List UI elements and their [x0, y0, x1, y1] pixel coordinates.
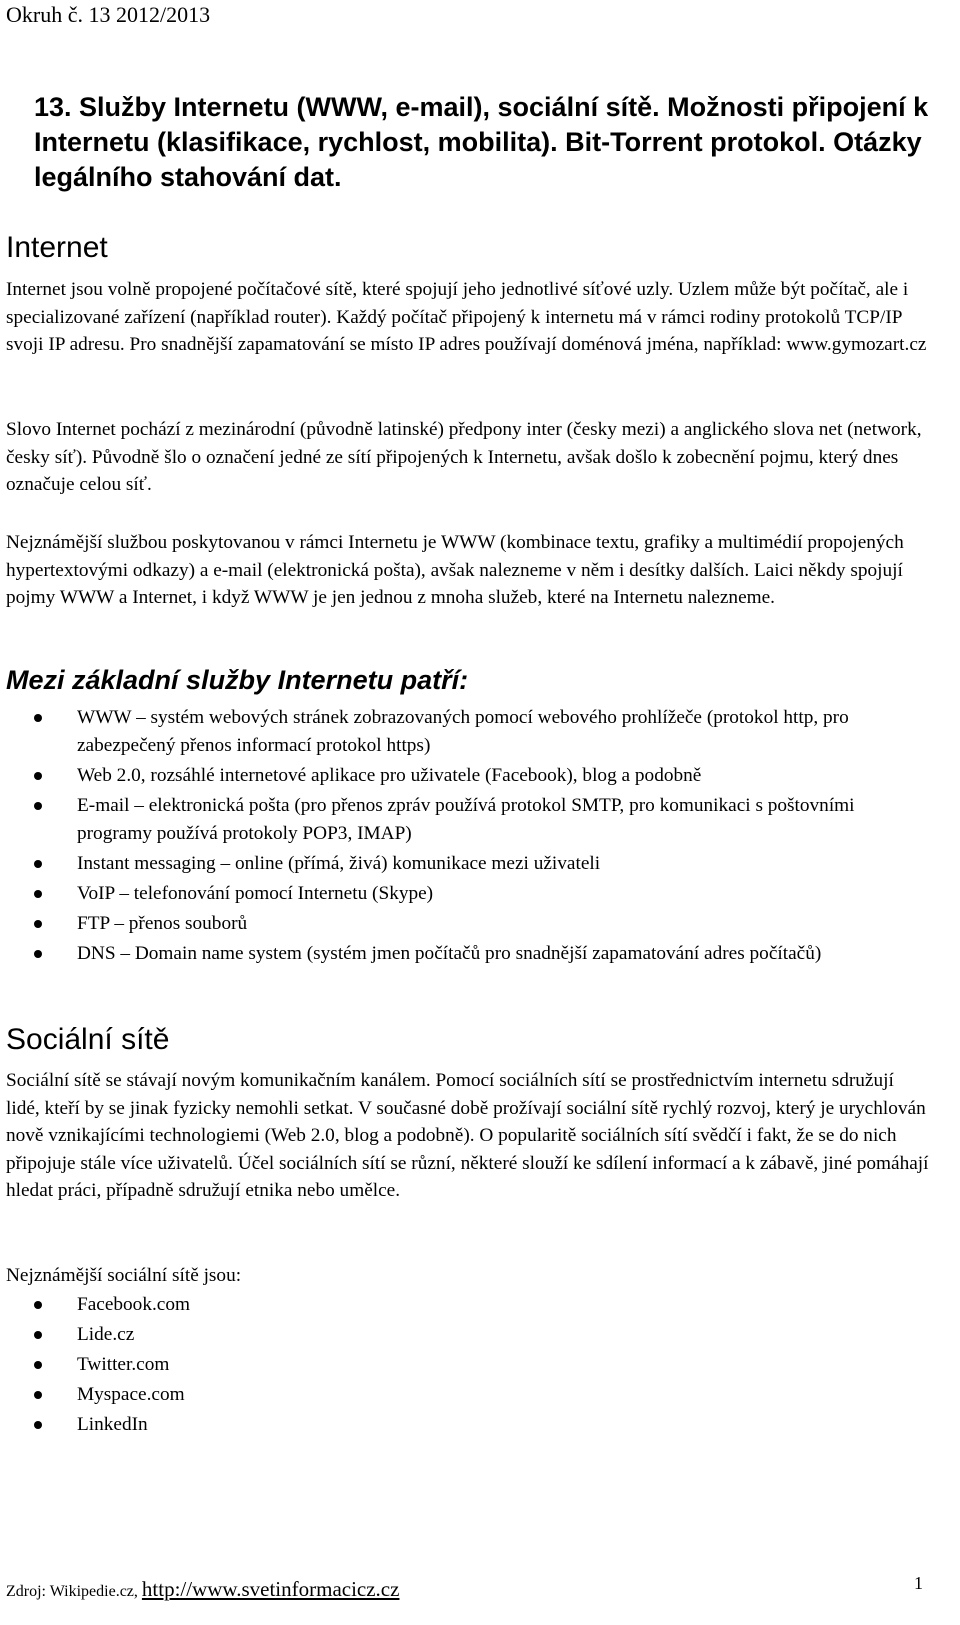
bullet-icon — [34, 1361, 42, 1369]
page-header: Okruh č. 13 2012/2013 — [6, 2, 211, 27]
bullet-icon — [34, 1391, 42, 1399]
bullet-icon — [34, 772, 42, 780]
source-link[interactable]: http://www.svetinformacicz.cz — [141, 1577, 400, 1601]
bullet-icon — [34, 714, 42, 722]
list-item — [0, 880, 930, 908]
bullet-icon — [34, 1301, 42, 1309]
list-item-text: Instant messaging – online (přímá, živá) komunikace mezi uživateli — [77, 853, 601, 874]
social-networks-list — [0, 1291, 930, 1441]
list-item — [0, 1291, 930, 1319]
list-item-text: E-mail – elektronická pošta (pro přenos zpráv používá protokol SMTP, pro komunikaci s poštovními programy používá protokoly POP3, IMAP) — [77, 795, 855, 844]
services-list — [0, 704, 930, 970]
section-heading-social: Sociální sítě — [6, 1023, 170, 1056]
list-item-text: DNS – Domain name system (systém jmen počítačů pro snadnější zapamatování adres počítačů) — [77, 943, 822, 964]
list-item — [0, 850, 930, 878]
list-item-text: WWW – systém webových stránek zobrazovaných pomocí webového prohlížeče (protokol http, pro zabezpečený přenos informací protokol https) — [77, 707, 849, 756]
bullet-icon — [34, 950, 42, 958]
paragraph-internet-services: Nejznámější službou poskytovanou v rámci Internetu je WWW (kombinace textu, grafiky a multimédií propojených hypertextovými odkazy) a e-mail (elektronická pošta), avšak nalezneme v něm i desítky dalších. Laici někdy spojují pojmy WWW a Internet, i když WWW je jen jednou z mnoha služeb, které na Internetu nalezneme. — [6, 532, 904, 608]
page-number: 1 — [914, 1573, 923, 1593]
list-item — [0, 704, 930, 760]
list-item — [0, 910, 930, 938]
list-item-text: VoIP – telefonování pomocí Internetu (Skype) — [77, 883, 434, 904]
paragraph-internet-definition: Internet jsou volně propojené počítačové sítě, které spojují jeho jednotlivé síťové uzly. Uzlem může být počítač, ale i specializované zařízení (například router). Každý počítač připojený k internetu má v rámci rodiny protokolů TCP/IP svoji IP adresu. Pro snadnější zapamatování se místo IP adres používají doménová jména, například: www.gymozart.cz — [6, 279, 927, 355]
source-label: Zdroj: Wikipedie.cz, — [6, 1583, 138, 1600]
list-item-text: Myspace.com — [77, 1384, 185, 1405]
list-item — [0, 1381, 930, 1409]
list-item — [0, 792, 930, 848]
list-item — [0, 1411, 930, 1439]
section-heading-internet: Internet — [6, 231, 108, 264]
paragraph-social-networks: Sociální sítě se stávají novým komunikačním kanálem. Pomocí sociálních sítí se prostřednictvím internetu sdružují lidé, kteří by se jinak fyzicky nemohli setkat. V současné době prožívají sociální sítě rychlý rozvoj, který je urychlován nově vznikajícími technologiemi (Web 2.0, blog a podobně). O popularitě sociálních sítí svědčí i fakt, že se do nich připojuje stále více uživatelů. Účel sociálních sítí se různí, některé slouží ke sdílení informací a k zábavě, jiné pomáhají hledat práci, případně sdružují etnika nebo umělce. — [6, 1070, 929, 1201]
bullet-icon — [34, 1421, 42, 1429]
section-heading-services: Mezi základní služby Internetu patří: — [6, 665, 469, 695]
social-list-intro: Nejznámější sociální sítě jsou: — [6, 1265, 242, 1286]
list-item-text: Lide.cz — [77, 1324, 135, 1345]
document-title: 13. Služby Internetu (WWW, e-mail), sociální sítě. Možnosti připojení k Internetu (klasifikace, rychlost, mobilita). Bit-Torrent protokol. Otázky legálního stahování dat. — [34, 92, 929, 192]
bullet-icon — [34, 920, 42, 928]
list-item-text: FTP – přenos souborů — [77, 913, 248, 934]
list-item-text: Web 2.0, rozsáhlé internetové aplikace pro uživatele (Facebook), blog a podobně — [77, 765, 702, 786]
list-item — [0, 1351, 930, 1379]
list-item — [0, 940, 930, 968]
list-item-text: LinkedIn — [77, 1414, 148, 1435]
list-item-text: Twitter.com — [77, 1354, 170, 1375]
bullet-icon — [34, 860, 42, 868]
page-footer — [6, 1577, 399, 1604]
bullet-icon — [34, 890, 42, 898]
bullet-icon — [34, 1331, 42, 1339]
paragraph-internet-etymology: Slovo Internet pochází z mezinárodní (původně latinské) předpony inter (česky mezi) a anglického slova net (network, česky síť). Původně šlo o označení jedné ze sítí připojených k Internetu, avšak došlo k zobecnění pojmu, který dnes označuje celou síť. — [6, 419, 922, 495]
list-item-text: Facebook.com — [77, 1294, 190, 1315]
list-item — [0, 1321, 930, 1349]
bullet-icon — [34, 802, 42, 810]
list-item — [0, 762, 930, 790]
